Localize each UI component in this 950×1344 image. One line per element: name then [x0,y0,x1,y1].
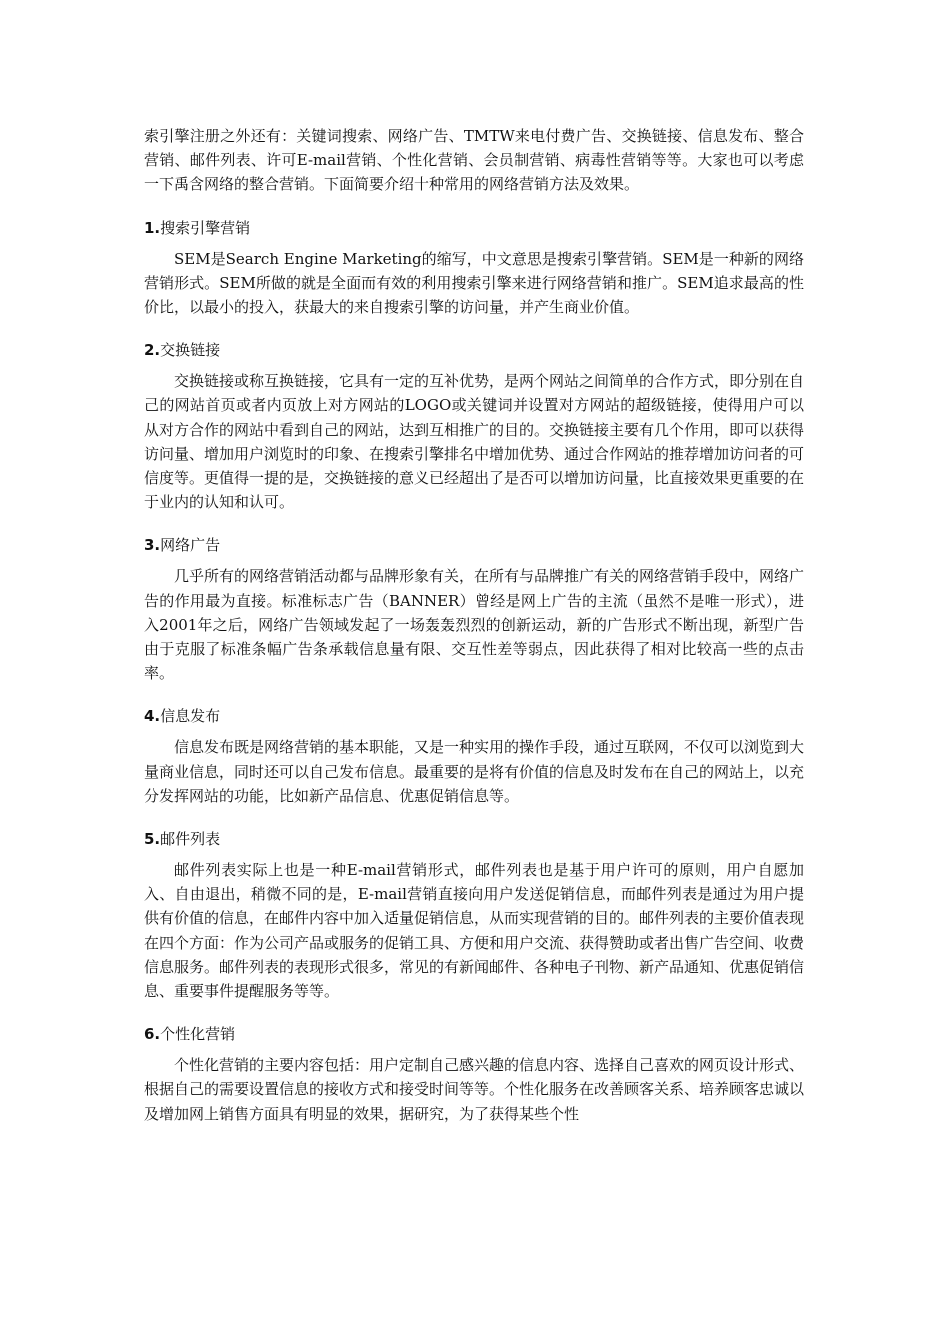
section-title: 邮件列表 [160,830,221,849]
section-search-engine-marketing [144,216,804,320]
section-heading [144,827,804,851]
section-personalized-marketing [144,1022,804,1126]
section-number: 3. [144,536,161,555]
section-information-publishing [144,704,804,808]
section-heading [144,704,804,728]
section-online-advertising [144,533,804,685]
section-body: 几乎所有的网络营销活动都与品牌形象有关，在所有与品牌推广有关的网络营销手段中，网络广告的作用最为直接。标准标志广告（BANNER）曾经是网上广告的主流（虽然不是唯一形式），进入2001年之后，网络广告领域发起了一场轰轰烈烈的创新运动，新的广告形式不断出现，新型广告由于克服了标准条幅广告条承载信息量有限、交互性差等弱点，因此获得了相对比较高一些的点击率。 [144,567,805,683]
section-number: 4. [144,707,161,726]
section-title: 交换链接 [160,341,221,360]
section-title: 信息发布 [160,707,221,726]
section-heading [144,533,804,557]
intro-paragraph: 索引擎注册之外还有：关键词搜索、网络广告、TMTW来电付费广告、交换链接、信息发布、整合营销、邮件列表、许可E-mail营销、个性化营销、会员制营销、病毒性营销等等。大家也可以考虑一下禹含网络的整合营销。下面简要介绍十种常用的网络营销方法及效果。 [144,127,804,194]
section-body: SEM是Search Engine Marketing的缩写，中文意思是搜索引擎营销。SEM是一种新的网络营销形式。SEM所做的就是全面而有效的利用搜索引擎来进行网络营销和推广。SEM追求最高的性价比，以最小的投入，获最大的来自搜索引擎的访问量，并产生商业价值。 [144,249,804,317]
section-body: 邮件列表实际上也是一种E-mail营销形式，邮件列表也是基于用户许可的原则，用户自愿加入、自由退出，稍微不同的是，E-mail营销直接向用户发送促销信息，而邮件列表是通过为用户提供有价值的信息，在邮件内容中加入适量促销信息，从而实现营销的目的。邮件列表的主要价值表现在四个方面：作为公司产品或服务的促销工具、方便和用户交流、获得赞助或者出售广告空间、收费信息服务。邮件列表的表现形式很多，常见的有新闻邮件、各种电子刊物、新产品通知、优惠促销信息、重要事件提醒服务等等。 [144,861,805,1001]
section-title: 网络广告 [160,536,221,555]
section-link-exchange [144,338,804,514]
section-number: 6. [144,1025,161,1044]
section-body: 交换链接或称互换链接，它具有一定的互补优势，是两个网站之间简单的合作方式，即分别在自己的网站首页或者内页放上对方网站的LOGO或关键词并设置对方网站的超级链接，使得用户可以从对方合作的网站中看到自己的网站，达到互相推广的目的。交换链接主要有几个作用，即可以获得访问量、增加用户浏览时的印象、在搜索引擎排名中增加优势、通过合作网站的推荐增加访问者的可信度等。更值得一提的是，交换链接的意义已经超出了是否可以增加访问量，比直接效果更重要的在于业内的认知和认可。 [144,372,805,512]
section-title: 个性化营销 [160,1025,236,1044]
section-number: 1. [144,218,161,237]
section-number: 2. [144,341,161,360]
section-number: 5. [144,830,161,849]
section-heading [144,1022,804,1046]
section-body: 个性化营销的主要内容包括：用户定制自己感兴趣的信息内容、选择自己喜欢的网页设计形式、根据自己的需要设置信息的接收方式和接受时间等等。个性化服务在改善顾客关系、培养顾客忠诚以及增加网上销售方面具有明显的效果，据研究，为了获得某些个性 [144,1056,805,1123]
section-heading [144,216,804,240]
section-title: 搜索引擎营销 [160,218,251,237]
section-heading [144,338,804,362]
section-body: 信息发布既是网络营销的基本职能，又是一种实用的操作手段，通过互联网，不仅可以浏览到大量商业信息，同时还可以自己发布信息。最重要的是将有价值的信息及时发布在自己的网站上，以充分发挥网站的功能，比如新产品信息、优惠促销信息等。 [144,738,805,805]
section-mailing-list [144,827,804,1003]
document-page [144,124,804,1126]
